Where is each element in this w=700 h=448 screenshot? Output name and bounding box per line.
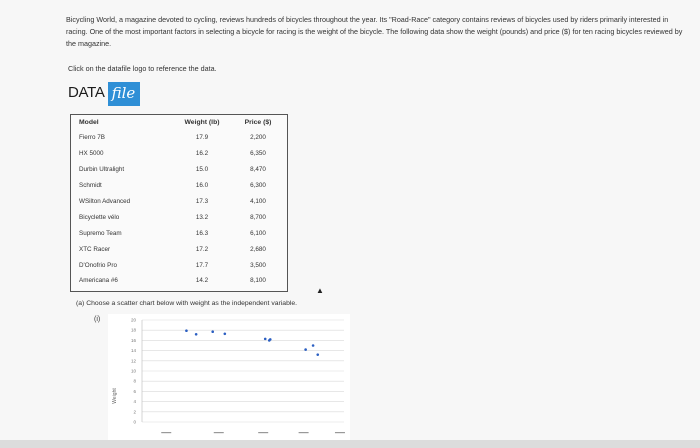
- x-tick-mark: [258, 432, 268, 433]
- problem-statement: Bicycling World, a magazine devoted to cycling, reviews hundreds of bicycles throughout the year. Its "Road-Race" category contains reviews of bicycles used by riders primarily interested in racing. One of the most important factors in selecting a bicycle for racing is the weight of the bicycle. The following data show the weight (pounds) and price ($) for ten racing bicycles reviewed by the magazine.: [66, 15, 683, 48]
- cell-weight: 17.7: [195, 261, 209, 269]
- option-i-label[interactable]: (i): [94, 316, 101, 323]
- cell-price: 2,680: [250, 245, 266, 253]
- table-header-row: [71, 115, 287, 130]
- cell-model: HX 5000: [79, 150, 104, 158]
- cell-model: Supremo Team: [79, 229, 122, 237]
- scatter-point: [224, 332, 227, 335]
- y-tick-label: 10: [130, 368, 136, 374]
- cell-weight: 17.3: [195, 198, 209, 205]
- table-row: [71, 130, 287, 146]
- scatter-point: [304, 348, 307, 351]
- cell-price: 8,100: [250, 277, 266, 285]
- datafile-instruction: Click on the datafile logo to reference the data.: [68, 64, 217, 73]
- cell-price: 8,700: [250, 213, 266, 221]
- cell-price: 6,350: [250, 150, 266, 158]
- cell-price: 8,470: [250, 166, 266, 174]
- table-row: [71, 194, 287, 210]
- y-tick-label: 8: [133, 378, 136, 384]
- scatter-point: [211, 330, 214, 333]
- y-tick-label: 14: [130, 348, 136, 354]
- datafile-logo-button[interactable]: [66, 82, 140, 106]
- scatter-point: [195, 333, 198, 336]
- cell-model: Bicyclette vélo: [79, 213, 120, 221]
- y-tick-label: 4: [133, 399, 136, 405]
- x-tick-mark: [299, 432, 309, 433]
- cell-model: Fierro 7B: [79, 134, 105, 142]
- scatter-point: [185, 329, 188, 332]
- cell-weight: 17.9: [195, 134, 209, 142]
- cell-weight: 16.0: [195, 182, 209, 190]
- x-tick-mark: [161, 432, 171, 433]
- cell-model: D'Onofrio Pro: [79, 261, 117, 269]
- cell-model: Durbin Ultralight: [79, 166, 125, 174]
- scatter-point: [264, 338, 267, 341]
- y-tick-label: 0: [133, 419, 136, 425]
- y-tick-label: 12: [130, 358, 136, 364]
- cell-price: 4,100: [250, 198, 266, 205]
- table-row: [71, 257, 287, 273]
- scatter-chart-option-i[interactable]: [108, 314, 350, 440]
- cell-weight: 17.2: [195, 245, 209, 253]
- y-axis-label: Weight: [112, 388, 118, 404]
- table-row: [71, 209, 287, 225]
- cell-weight: 16.3: [195, 229, 209, 237]
- y-tick-label: 2: [133, 409, 136, 415]
- table-row: [71, 146, 287, 162]
- cell-model: Schmidt: [79, 182, 102, 190]
- table-row: [71, 273, 287, 289]
- y-tick-label: 6: [133, 388, 136, 394]
- cell-model: Americana #6: [79, 277, 118, 285]
- part-a-question: (a) Choose a scatter chart below with weight as the independent variable.: [76, 300, 298, 307]
- x-tick-mark: [214, 432, 224, 433]
- x-tick-mark: [335, 432, 345, 433]
- cell-model: WSilton Advanced: [79, 198, 131, 205]
- cell-price: 2,200: [250, 134, 266, 142]
- cell-weight: 14.2: [195, 277, 209, 285]
- cell-weight: 15.0: [195, 166, 209, 174]
- y-tick-label: 20: [130, 317, 136, 323]
- datafile-logo-data-text: DATA: [68, 84, 105, 101]
- cell-price: 3,500: [250, 261, 266, 269]
- bicycle-data-table: [70, 114, 288, 292]
- chart-background: [108, 314, 350, 440]
- datafile-logo-file-text: file: [108, 82, 141, 106]
- table-row: [71, 162, 287, 178]
- y-tick-label: 18: [130, 327, 136, 333]
- header-model: Model: [79, 119, 99, 126]
- mouse-cursor-icon: ▲: [316, 286, 324, 295]
- cell-model: XTC Racer: [79, 245, 111, 253]
- table-row: [71, 241, 287, 257]
- scatter-point: [312, 344, 315, 347]
- table-row: [71, 225, 287, 241]
- cell-price: 6,100: [250, 229, 266, 237]
- scatter-point: [268, 339, 271, 342]
- cell-price: 6,300: [250, 182, 266, 190]
- header-weight: Weight (lb): [184, 119, 220, 126]
- cell-weight: 16.2: [195, 150, 209, 158]
- header-price: Price ($): [244, 119, 272, 126]
- cell-weight: 13.2: [195, 213, 209, 221]
- y-tick-label: 16: [130, 337, 136, 343]
- table-row: [71, 178, 287, 194]
- scatter-point: [316, 353, 319, 356]
